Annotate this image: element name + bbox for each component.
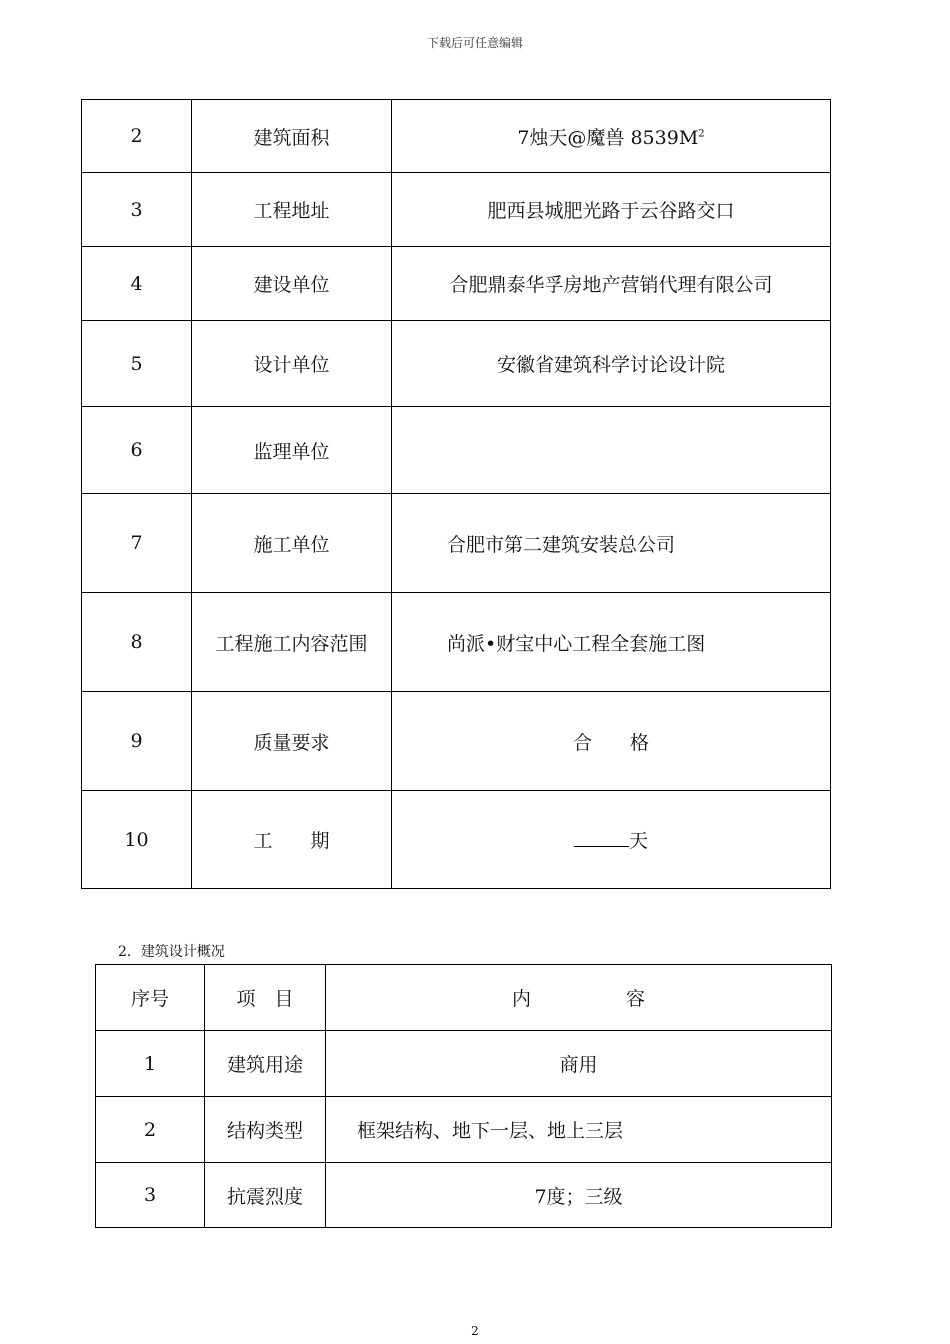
row-content: 肥西县城肥光路于云谷路交口 <box>392 173 831 247</box>
architecture-design-table <box>95 964 832 1228</box>
row-number: 3 <box>82 173 192 247</box>
project-overview-table <box>81 99 831 889</box>
row-number: 7 <box>82 494 192 593</box>
row-content <box>392 100 831 173</box>
row-content: 7度；三级 <box>326 1163 832 1228</box>
blank-underline <box>574 832 629 847</box>
row-item: 质量要求 <box>192 692 392 791</box>
table-row <box>82 173 831 247</box>
row-number: 6 <box>82 407 192 494</box>
row-number: 2 <box>96 1097 205 1163</box>
header-number: 序号 <box>96 965 205 1031</box>
table-row <box>82 247 831 321</box>
row-number: 2 <box>82 100 192 173</box>
header-item: 项 目 <box>205 965 326 1031</box>
row-item: 建设单位 <box>192 247 392 321</box>
row-number: 9 <box>82 692 192 791</box>
table-row <box>82 692 831 791</box>
section-title: 2．建筑设计概况 <box>118 944 225 960</box>
row-content: 商用 <box>326 1031 832 1097</box>
row-item: 抗震烈度 <box>205 1163 326 1228</box>
row-item: 工程施工内容范围 <box>192 593 392 692</box>
table-row <box>82 593 831 692</box>
table-row <box>82 100 831 173</box>
row-number: 8 <box>82 593 192 692</box>
row-content: 合肥市第二建筑安装总公司 <box>392 494 831 593</box>
building-area-value: 7烛天@魔兽 8539M <box>517 126 699 149</box>
row-item: 建筑面积 <box>192 100 392 173</box>
header-content: 内 容 <box>326 965 832 1031</box>
row-item: 监理单位 <box>192 407 392 494</box>
row-number: 3 <box>96 1163 205 1228</box>
table-row <box>96 1097 832 1163</box>
table-header-row <box>96 965 832 1031</box>
row-item: 工程地址 <box>192 173 392 247</box>
table-row <box>82 321 831 407</box>
row-item: 建筑用途 <box>205 1031 326 1097</box>
row-content: 合肥鼎泰华孚房地产营销代理有限公司 <box>392 247 831 321</box>
row-number: 5 <box>82 321 192 407</box>
table-row <box>82 791 831 889</box>
row-content <box>392 791 831 889</box>
row-item: 结构类型 <box>205 1097 326 1163</box>
row-content <box>392 407 831 494</box>
duration-unit: 天 <box>628 830 648 852</box>
row-content: 安徽省建筑科学讨论设计院 <box>392 321 831 407</box>
page-number: 2 <box>471 1324 479 1338</box>
row-item: 设计单位 <box>192 321 392 407</box>
table-row <box>96 1163 832 1228</box>
row-number: 4 <box>82 247 192 321</box>
row-content: 尚派•财宝中心工程全套施工图 <box>392 593 831 692</box>
table-row <box>82 407 831 494</box>
table-row <box>82 494 831 593</box>
row-number: 10 <box>82 791 192 889</box>
page-header-note: 下载后可任意编辑 <box>426 36 523 50</box>
area-unit-superscript: 2 <box>698 128 705 140</box>
row-item: 工 期 <box>192 791 392 889</box>
row-content: 框架结构、地下一层、地上三层 <box>326 1097 832 1163</box>
row-number: 1 <box>96 1031 205 1097</box>
table-row <box>96 1031 832 1097</box>
row-item: 施工单位 <box>192 494 392 593</box>
row-content: 合 格 <box>392 692 831 791</box>
